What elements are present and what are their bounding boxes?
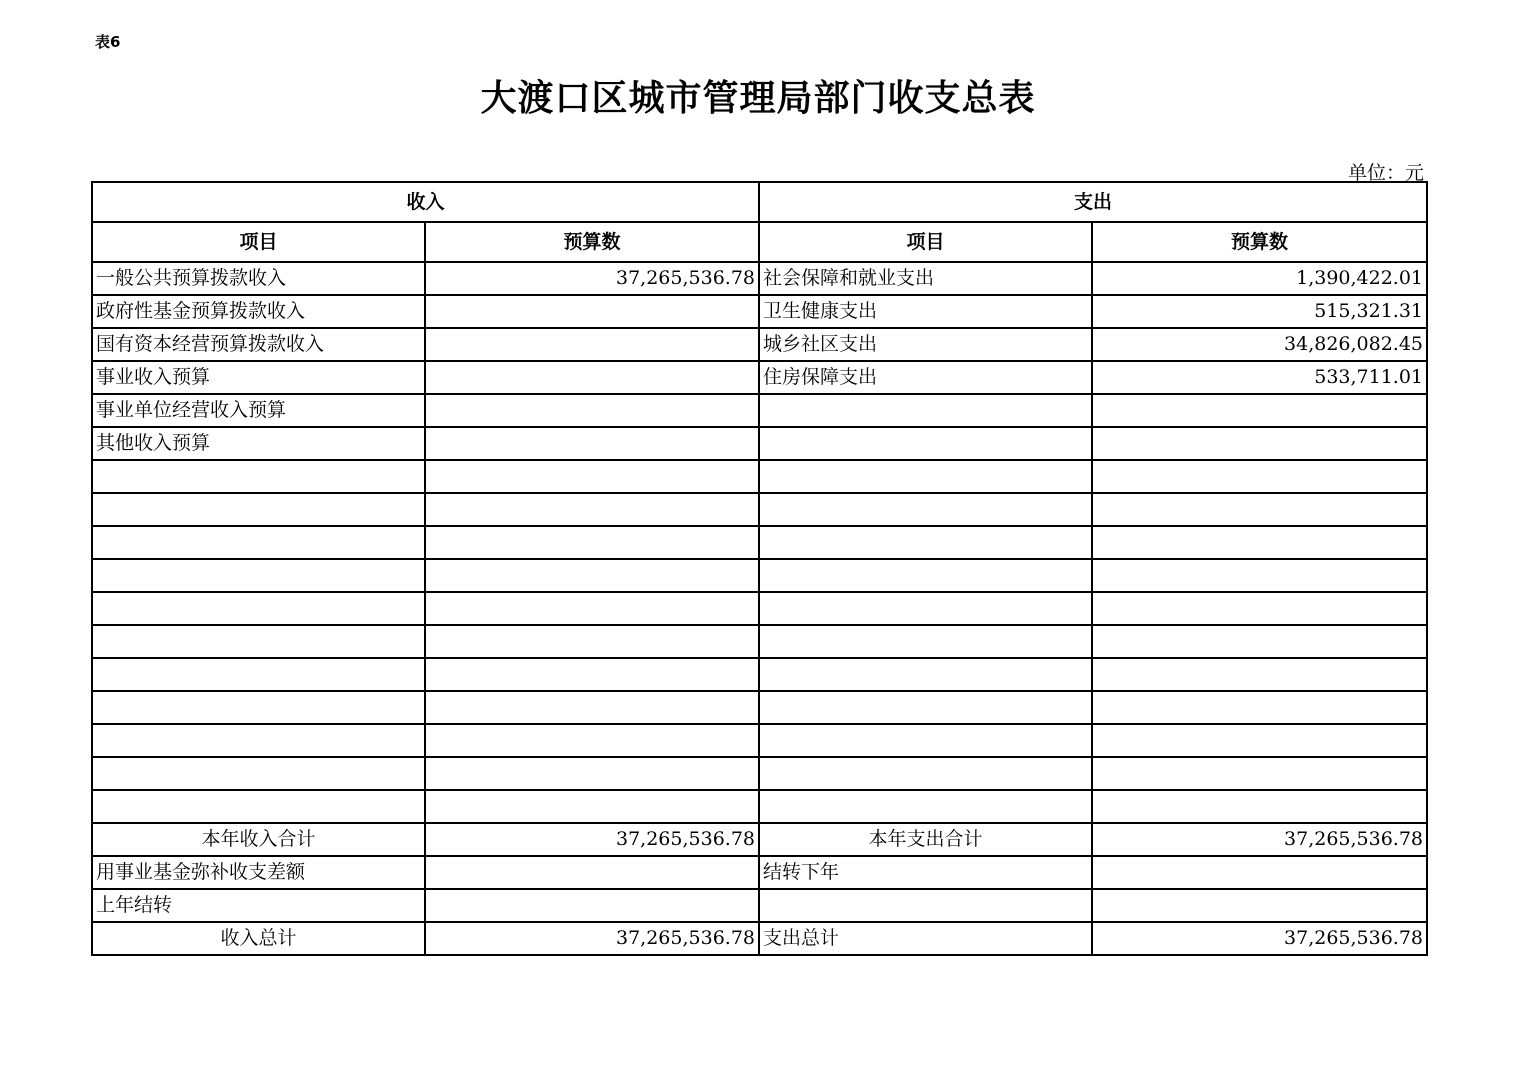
- expense-amount-cell: [1092, 592, 1427, 625]
- expense-item-cell: [759, 625, 1092, 658]
- expense-item-cell: [759, 394, 1092, 427]
- income-amount-cell: [425, 856, 759, 889]
- table-row: [92, 658, 1427, 691]
- table-row: [92, 493, 1427, 526]
- table-row: [92, 328, 1427, 361]
- income-amount-cell: [425, 394, 759, 427]
- table-row: [92, 823, 1427, 856]
- expense-item-cell: [759, 790, 1092, 823]
- table-row: [92, 724, 1427, 757]
- expense-item-cell: [759, 460, 1092, 493]
- table-row: [92, 790, 1427, 823]
- income-amount-cell: 37,265,536.78: [425, 922, 759, 955]
- income-amount-cell: 37,265,536.78: [425, 823, 759, 856]
- expense-item-cell: [759, 493, 1092, 526]
- expense-amount-cell: [1092, 724, 1427, 757]
- income-item-cell: [92, 526, 425, 559]
- expense-amount-cell: 515,321.31: [1092, 295, 1427, 328]
- expense-amount-cell: [1092, 889, 1427, 922]
- income-item-cell: [92, 724, 425, 757]
- expense-amount-cell: [1092, 856, 1427, 889]
- income-item-cell: [92, 757, 425, 790]
- table-row: [92, 361, 1427, 394]
- income-item-cell: 上年结转: [92, 889, 425, 922]
- table-row: [92, 922, 1427, 955]
- income-amount-cell: [425, 295, 759, 328]
- expense-item-cell: [759, 691, 1092, 724]
- income-amount-cell: [425, 790, 759, 823]
- income-amount-cell: [425, 328, 759, 361]
- table-body: [92, 262, 1427, 955]
- expense-item-cell: 本年支出合计: [759, 823, 1092, 856]
- income-amount-cell: [425, 724, 759, 757]
- income-item-cell: [92, 493, 425, 526]
- expense-budget-header: 预算数: [1092, 222, 1427, 262]
- income-item-header: 项目: [92, 222, 425, 262]
- expense-item-cell: [759, 427, 1092, 460]
- expense-amount-cell: 37,265,536.78: [1092, 922, 1427, 955]
- expense-item-cell: 支出总计: [759, 922, 1092, 955]
- table-row: [92, 427, 1427, 460]
- table-row: [92, 295, 1427, 328]
- expense-item-cell: 社会保障和就业支出: [759, 262, 1092, 295]
- income-item-cell: [92, 460, 425, 493]
- income-amount-cell: [425, 889, 759, 922]
- income-amount-cell: [425, 625, 759, 658]
- income-section-header: 收入: [92, 182, 759, 222]
- income-amount-cell: [425, 361, 759, 394]
- budget-summary-table: [91, 181, 1428, 956]
- income-amount-cell: [425, 592, 759, 625]
- expense-item-header: 项目: [759, 222, 1092, 262]
- expense-item-cell: [759, 757, 1092, 790]
- table-row: [92, 889, 1427, 922]
- table-row: [92, 460, 1427, 493]
- income-item-cell: 其他收入预算: [92, 427, 425, 460]
- income-amount-cell: [425, 526, 759, 559]
- table-row: [92, 592, 1427, 625]
- expense-item-cell: [759, 559, 1092, 592]
- expense-amount-cell: [1092, 625, 1427, 658]
- expense-item-cell: [759, 889, 1092, 922]
- expense-amount-cell: [1092, 658, 1427, 691]
- column-header-row: [92, 222, 1427, 262]
- income-item-cell: [92, 790, 425, 823]
- section-header-row: [92, 182, 1427, 222]
- table-row: [92, 394, 1427, 427]
- expense-item-cell: [759, 526, 1092, 559]
- income-amount-cell: [425, 427, 759, 460]
- table-row: [92, 526, 1427, 559]
- income-amount-cell: [425, 559, 759, 592]
- expense-item-cell: 城乡社区支出: [759, 328, 1092, 361]
- income-amount-cell: [425, 460, 759, 493]
- expense-item-cell: [759, 592, 1092, 625]
- income-item-cell: 国有资本经营预算拨款收入: [92, 328, 425, 361]
- income-item-cell: [92, 592, 425, 625]
- expense-amount-cell: 1,390,422.01: [1092, 262, 1427, 295]
- income-amount-cell: [425, 658, 759, 691]
- page-title: 大渡口区城市管理局部门收支总表: [480, 78, 1036, 119]
- expense-amount-cell: [1092, 790, 1427, 823]
- unit-label: 单位：元: [1347, 162, 1424, 184]
- income-amount-cell: [425, 493, 759, 526]
- table-row: [92, 262, 1427, 295]
- income-item-cell: 一般公共预算拨款收入: [92, 262, 425, 295]
- expense-amount-cell: [1092, 394, 1427, 427]
- expense-amount-cell: 34,826,082.45: [1092, 328, 1427, 361]
- income-item-cell: 政府性基金预算拨款收入: [92, 295, 425, 328]
- income-item-cell: 事业单位经营收入预算: [92, 394, 425, 427]
- table-row: [92, 856, 1427, 889]
- table-row: [92, 757, 1427, 790]
- table-row: [92, 559, 1427, 592]
- table-code: 表6: [95, 33, 121, 51]
- expense-amount-cell: [1092, 460, 1427, 493]
- income-item-cell: 本年收入合计: [92, 823, 425, 856]
- expense-section-header: 支出: [759, 182, 1427, 222]
- table-row: [92, 625, 1427, 658]
- income-item-cell: 收入总计: [92, 922, 425, 955]
- expense-amount-cell: [1092, 559, 1427, 592]
- expense-amount-cell: 37,265,536.78: [1092, 823, 1427, 856]
- income-budget-header: 预算数: [425, 222, 759, 262]
- expense-item-cell: 结转下年: [759, 856, 1092, 889]
- expense-item-cell: [759, 724, 1092, 757]
- expense-amount-cell: [1092, 691, 1427, 724]
- income-item-cell: [92, 691, 425, 724]
- income-item-cell: [92, 625, 425, 658]
- table-row: [92, 691, 1427, 724]
- income-item-cell: [92, 559, 425, 592]
- income-item-cell: [92, 658, 425, 691]
- income-amount-cell: 37,265,536.78: [425, 262, 759, 295]
- expense-amount-cell: [1092, 757, 1427, 790]
- expense-amount-cell: 533,711.01: [1092, 361, 1427, 394]
- expense-item-cell: 住房保障支出: [759, 361, 1092, 394]
- income-item-cell: 事业收入预算: [92, 361, 425, 394]
- expense-amount-cell: [1092, 493, 1427, 526]
- income-amount-cell: [425, 757, 759, 790]
- expense-item-cell: [759, 658, 1092, 691]
- income-item-cell: 用事业基金弥补收支差额: [92, 856, 425, 889]
- income-amount-cell: [425, 691, 759, 724]
- expense-amount-cell: [1092, 427, 1427, 460]
- expense-item-cell: 卫生健康支出: [759, 295, 1092, 328]
- expense-amount-cell: [1092, 526, 1427, 559]
